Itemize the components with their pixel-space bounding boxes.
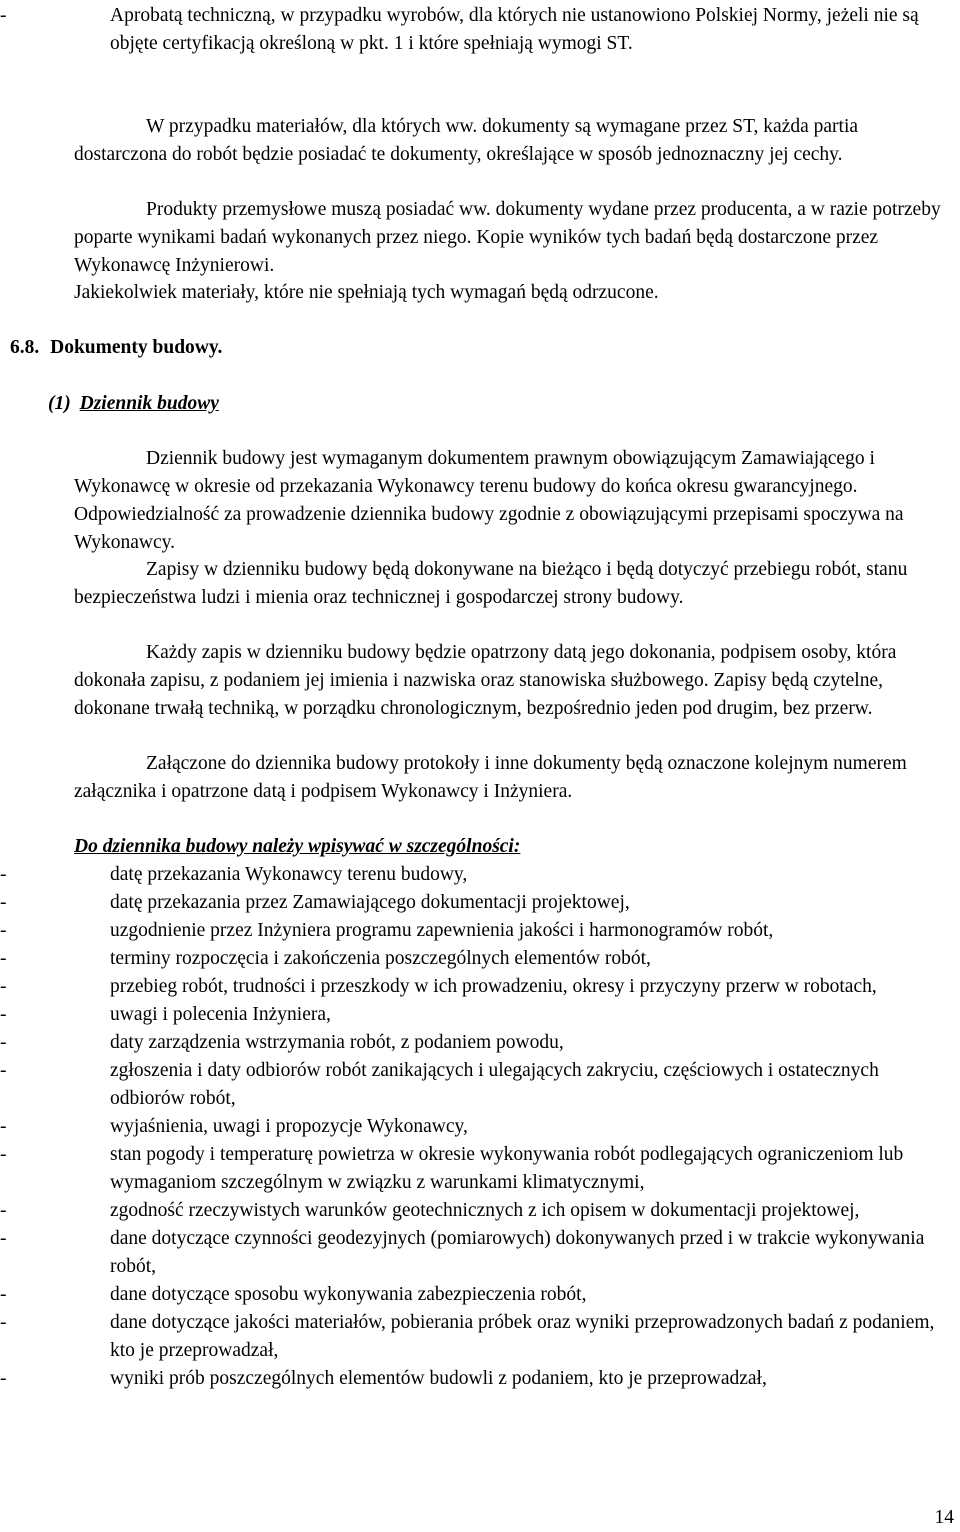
list-item — [0, 1001, 940, 1029]
list-item-text: uzgodnienie przez Inżyniera programu zapewnienia jakości i harmonogramów robót, — [110, 920, 774, 941]
list-item-text: terminy rozpoczęcia i zakończenia poszczególnych elementów robót, — [110, 948, 651, 969]
section-heading — [10, 334, 222, 362]
list-item — [0, 1141, 940, 1197]
paragraph-products: Produkty przemysłowe muszą posiadać ww. dokumenty wydane przez producenta, a w razie potrzeby poparte wynikami badań wykonanych przez niego. Kopie wyników tych badań będą dostarczone przez Wykonawcę Inżynierowi. — [74, 199, 941, 276]
paragraph-diary-entries: Zapisy w dzienniku budowy będą dokonywane na bieżąco i będą dotyczyć przebiegu robót, stanu bezpieczeństwa ludzi i mienia oraz technicznej i gospodarczej strony budowy. — [74, 559, 908, 608]
dash-marker: - — [0, 976, 7, 997]
list-item — [0, 861, 940, 889]
list-item — [0, 1365, 940, 1393]
paragraph-materials: W przypadku materiałów, dla których ww. dokumenty są wymagane przez ST, każda partia dostarczona do robót będzie posiadać te dokumenty, określające w sposób jednoznaczny jej cechy. — [74, 116, 859, 165]
list-item-text: uwagi i polecenia Inżyniera, — [110, 1004, 331, 1025]
dash-marker: - — [0, 5, 7, 26]
list-item — [0, 1281, 940, 1309]
dash-marker: - — [0, 1228, 7, 1249]
list-title: Do dziennika budowy należy wpisywać w szczególności: — [74, 836, 521, 857]
dash-marker: - — [0, 920, 7, 941]
paragraph-diary-attachments: Załączone do dziennika budowy protokoły i inne dokumenty będą oznaczone kolejnym numerem załącznika i opatrzone datą i podpisem Wykonawcy i Inżyniera. — [74, 753, 907, 802]
paragraph-diary-signatures: Każdy zapis w dzienniku budowy będzie opatrzony datą jego dokonania, podpisem osoby, która dokonała zapisu, z podaniem jej imienia i nazwiska oraz stanowiska służbowego. Zapisy będą czytelne, dokonane trwałą techniką, w porządku chronologicznym, bezpośrednio jeden pod drugim, bez przerw. — [74, 642, 897, 719]
list-item — [0, 1225, 940, 1281]
list-item-text: wyjaśnienia, uwagi i propozycje Wykonawcy, — [110, 1116, 468, 1137]
list-item — [0, 945, 940, 973]
list-item-text: zgłoszenia i daty odbiorów robót zanikających i ulegających zakryciu, częściowych i ostatecznych odbiorów robót, — [110, 1060, 879, 1109]
dash-marker: - — [0, 1116, 7, 1137]
diary-entries-list — [0, 861, 960, 1393]
section-title: Dokumenty budowy. — [50, 337, 223, 358]
dash-marker: - — [0, 1200, 7, 1221]
list-item — [0, 889, 940, 917]
top-item-text: Aprobatą techniczną, w przypadku wyrobów, dla których nie ustanowiono Polskiej Normy, jeżeli nie są objęte certyfikacją określoną w pkt. 1 i które spełniają wymogi ST. — [110, 5, 919, 54]
list-item — [0, 917, 940, 945]
list-item-text: dane dotyczące sposobu wykonywania zabezpieczenia robót, — [110, 1284, 587, 1305]
subsection-title: Dziennik budowy — [79, 393, 219, 414]
paragraph-diary-definition: Dziennik budowy jest wymaganym dokumentem prawnym obowiązującym Zamawiającego i Wykonawcę w okresie od przekazania Wykonawcy terenu budowy do końca okresu gwarancyjnego. Odpowiedzialność za prowadzenie dziennika budowy zgodnie z obowiązującymi przepisami spoczywa na Wykonawcy. — [74, 448, 904, 553]
dash-marker: - — [0, 1284, 7, 1305]
page-number: 14 — [934, 1507, 954, 1528]
dash-marker: - — [0, 1004, 7, 1025]
list-item — [0, 1057, 940, 1113]
list-item — [0, 973, 940, 1001]
list-item — [0, 1113, 940, 1141]
list-item-text: zgodność rzeczywistych warunków geotechnicznych z ich opisem w dokumentacji projektowej, — [110, 1200, 860, 1221]
paragraph-rejected: Jakiekolwiek materiały, które nie spełniają tych wymagań będą odrzucone. — [74, 282, 659, 303]
section-number: 6.8. — [10, 337, 40, 358]
list-item-text: datę przekazania Wykonawcy terenu budowy, — [110, 864, 468, 885]
dash-marker: - — [0, 864, 7, 885]
dash-marker: - — [0, 1368, 7, 1389]
list-item — [0, 1309, 940, 1365]
list-item-text: wyniki prób poszczególnych elementów budowli z podaniem, kto je przeprowadzał, — [110, 1368, 767, 1389]
list-item-text: dane dotyczące jakości materiałów, pobierania próbek oraz wyniki przeprowadzonych badań z podaniem, kto je przeprowadzał, — [110, 1312, 935, 1361]
list-item-text: daty zarządzenia wstrzymania robót, z podaniem powodu, — [110, 1032, 564, 1053]
dash-marker: - — [0, 1060, 7, 1081]
dash-marker: - — [0, 1144, 7, 1165]
list-item-text: stan pogody i temperaturę powietrza w okresie wykonywania robót podlegających ograniczeniom lub wymaganiom szczególnym w związku z warunkami klimatycznymi, — [110, 1144, 904, 1193]
dash-marker: - — [0, 1312, 7, 1333]
list-item-text: przebieg robót, trudności i przeszkody w ich prowadzeniu, okresy i przyczyny przerw w robotach, — [110, 976, 877, 997]
subsection-number: (1) — [48, 393, 71, 414]
list-item-text: datę przekazania przez Zamawiającego dokumentacji projektowej, — [110, 892, 630, 913]
top-list-item — [0, 2, 940, 58]
list-item — [0, 1029, 940, 1057]
dash-marker: - — [0, 1032, 7, 1053]
list-item-text: dane dotyczące czynności geodezyjnych (pomiarowych) dokonywanych przed i w trakcie wykonywania robót, — [110, 1228, 925, 1277]
dash-marker: - — [0, 892, 7, 913]
list-item — [0, 1197, 940, 1225]
dash-marker: - — [0, 948, 7, 969]
subsection-heading — [48, 390, 219, 418]
